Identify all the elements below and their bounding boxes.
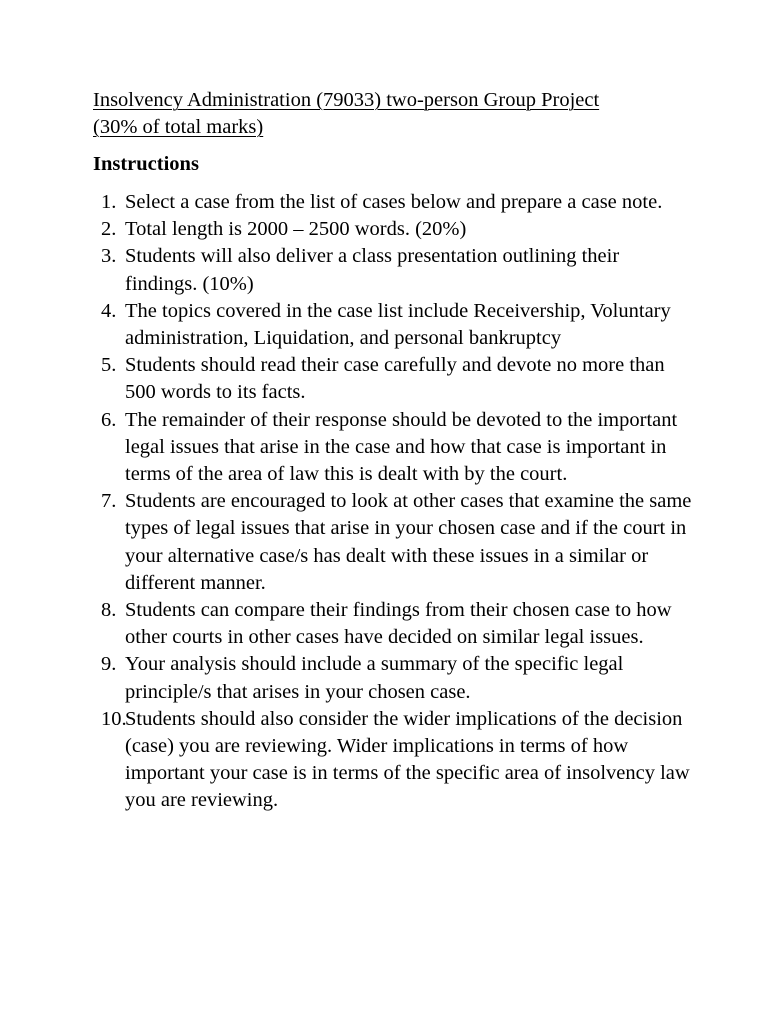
list-item-text: Students will also deliver a class presentation outlining their findings. (10%) <box>125 245 620 295</box>
list-item-number: 9. <box>101 653 117 676</box>
list-item-number: 8. <box>101 599 117 622</box>
instructions-list <box>93 189 693 815</box>
document-title <box>93 87 693 141</box>
list-item <box>93 407 693 489</box>
list-item-text: Students are encouraged to look at other cases that examine the same types of legal issues that arise in your chosen case and if the court in your alternative case/s has dealt with these issues in a similar or different manner. <box>125 490 692 594</box>
list-item <box>93 352 693 406</box>
list-item-text: Total length is 2000 – 2500 words. (20%) <box>125 218 467 241</box>
title-line-2: (30% of total marks) <box>93 116 264 138</box>
list-item-number: 10. <box>101 707 127 730</box>
list-item-number: 7. <box>101 490 117 513</box>
list-item <box>93 651 693 705</box>
list-item <box>93 243 693 297</box>
list-item-text: Select a case from the list of cases below and prepare a case note. <box>125 191 663 213</box>
list-item <box>93 597 693 651</box>
list-item-number: 2. <box>101 218 117 241</box>
list-item-number: 1. <box>101 191 117 213</box>
list-item <box>93 189 693 216</box>
list-item-text: Students should read their case carefully and devote no more than 500 words to its facts. <box>125 354 665 404</box>
list-item-number: 3. <box>101 245 117 268</box>
list-item-text: Students can compare their findings from their chosen case to how other courts in other cases have decided on similar legal issues. <box>125 599 672 649</box>
instructions-heading: Instructions <box>93 153 199 175</box>
title-line-1: Insolvency Administration (79033) two-person Group Project <box>93 89 600 111</box>
list-item-number: 6. <box>101 408 117 431</box>
list-item-number: 5. <box>101 354 117 377</box>
list-item-text: The topics covered in the case list include Receivership, Voluntary administration, Liquidation, and personal bankruptcy <box>125 299 671 350</box>
list-item-text: Students should also consider the wider implications of the decision (case) you are reviewing. Wider implications in terms of how important your case is in terms of the specific area of insolvency law you are reviewing. <box>125 707 690 812</box>
list-item <box>93 706 693 815</box>
list-item-number: 4. <box>101 299 117 322</box>
list-item-text: The remainder of their response should be devoted to the important legal issues that arise in the case and how that case is important in terms of the area of law this is dealt with by the court. <box>125 408 678 486</box>
document-body <box>93 87 693 815</box>
list-item-text: Your analysis should include a summary of the specific legal principle/s that arises in your chosen case. <box>125 653 624 703</box>
list-item <box>93 488 693 597</box>
list-item <box>93 298 693 352</box>
list-item <box>93 216 693 243</box>
